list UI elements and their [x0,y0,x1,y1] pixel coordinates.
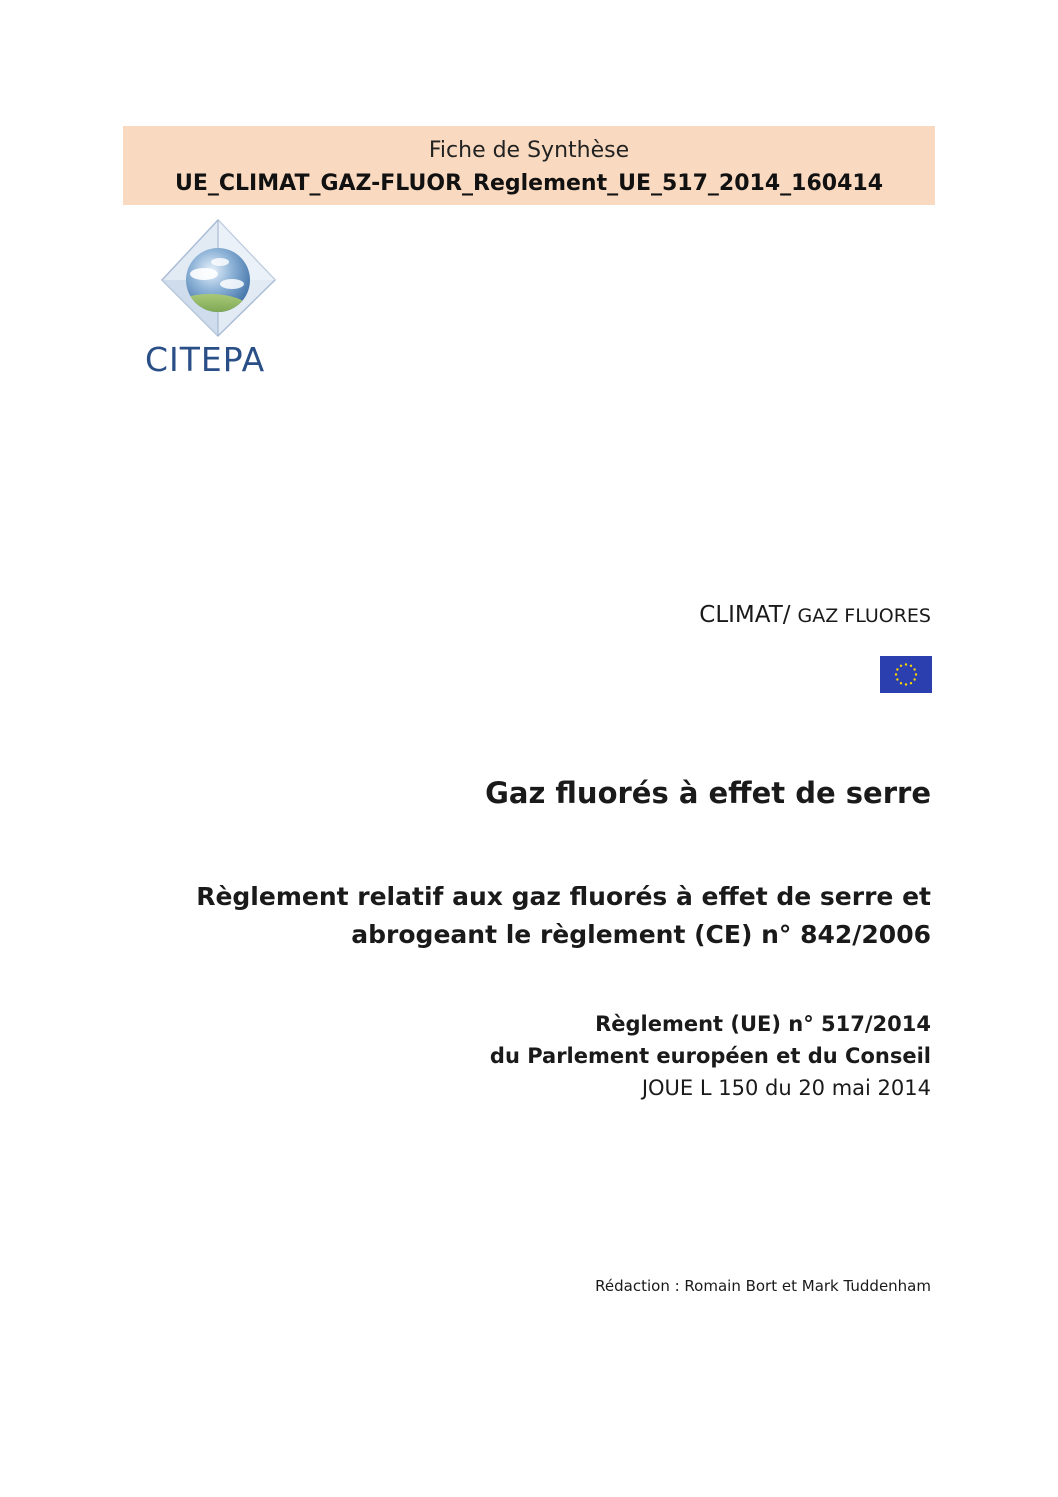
regulation-info [490,1008,931,1104]
regulation-publication: JOUE L 150 du 20 mai 2014 [641,1076,931,1100]
header-title: Fiche de Synthèse [428,138,630,163]
document-subtitle [196,878,931,954]
regulation-reference: Règlement (UE) n° 517/2014 [595,1012,931,1036]
header-band [123,126,935,205]
category-part-2: GAZ FLUORES [797,605,931,627]
credits: Rédaction : Romain Bort et Mark Tuddenham [595,1277,931,1295]
document-code: UE_CLIMAT_GAZ-FLUOR_Reglement_UE_517_2014_160414 [175,171,883,196]
eu-flag-icon [880,656,932,693]
category-label [699,602,931,628]
logo-wordmark: CITEPA [145,340,266,379]
subtitle-line-1: Règlement relatif aux gaz fluorés à effet de serre et [196,882,931,911]
document-title: Gaz fluorés à effet de serre [485,776,931,810]
regulation-issuer: du Parlement européen et du Conseil [489,1044,931,1068]
subtitle-line-2: abrogeant le règlement (CE) n° 842/2006 [351,920,931,949]
category-part-1: CLIMAT/ [699,602,791,628]
